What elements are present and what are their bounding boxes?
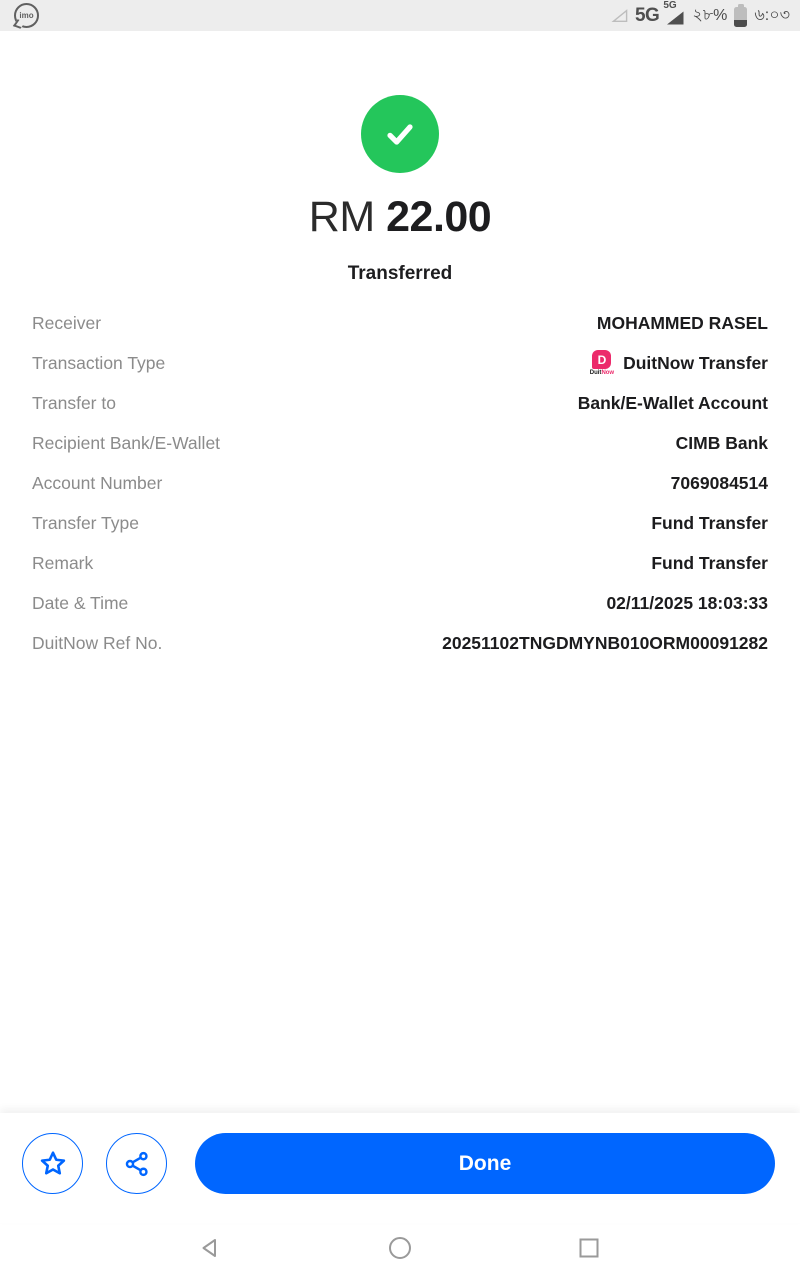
transfer-status-label: Transferred	[347, 263, 453, 284]
detail-label: Receiver	[32, 312, 102, 333]
sim1-signal-icon	[611, 9, 628, 23]
share-icon	[123, 1150, 151, 1178]
clock-label: ৬:০৩	[754, 7, 790, 24]
star-icon	[38, 1149, 68, 1179]
detail-row-date-time	[0, 583, 800, 623]
detail-label: Date & Time	[32, 592, 129, 613]
amount-value: 22.00	[386, 193, 492, 241]
detail-label: Transfer Type	[32, 512, 139, 533]
detail-label: Remark	[32, 552, 94, 573]
detail-value: 7069084514	[670, 472, 768, 493]
detail-value: CIMB Bank	[675, 432, 768, 453]
detail-row-transaction-type	[0, 343, 800, 383]
success-check-icon	[361, 95, 439, 173]
transfer-amount	[0, 193, 800, 242]
share-button[interactable]	[106, 1133, 167, 1194]
imo-notification-icon: imo	[14, 3, 39, 28]
detail-value: 02/11/2025 18:03:33	[606, 592, 768, 613]
nav-home-icon[interactable]	[388, 1236, 412, 1260]
detail-value: Fund Transfer	[651, 512, 768, 533]
status-bar	[0, 0, 800, 31]
detail-value: Fund Transfer	[651, 552, 768, 573]
detail-label: Account Number	[32, 472, 163, 493]
nav-back-icon[interactable]	[199, 1236, 221, 1260]
detail-row-ref-no	[0, 623, 800, 663]
favorite-button[interactable]	[22, 1133, 83, 1194]
detail-label: Recipient Bank/E-Wallet	[32, 432, 221, 453]
detail-row-remark	[0, 543, 800, 583]
detail-row-receiver	[0, 303, 800, 343]
done-button[interactable]: Done	[195, 1133, 775, 1194]
detail-row-transfer-type	[0, 503, 800, 543]
detail-label: Transaction Type	[32, 352, 166, 373]
currency-label: RM	[308, 193, 375, 241]
detail-label: Transfer to	[32, 392, 116, 413]
detail-row-account-number	[0, 463, 800, 503]
sim2-signal-icon: 5G	[666, 2, 685, 30]
nav-recents-icon[interactable]	[578, 1236, 600, 1260]
detail-row-transfer-to	[0, 383, 800, 423]
detail-value: Bank/E-Wallet Account	[577, 392, 768, 413]
duitnow-logo-icon: D DuitNow	[590, 350, 614, 376]
network-type-label: 5G	[634, 4, 660, 26]
bottom-action-bar	[0, 1113, 800, 1223]
detail-label: DuitNow Ref No.	[32, 632, 163, 653]
battery-icon	[734, 7, 747, 27]
detail-row-recipient-bank	[0, 423, 800, 463]
transaction-details-list	[0, 303, 800, 663]
android-nav-bar	[0, 1232, 800, 1266]
detail-value: 20251102TNGDMYNB010ORM00091282	[442, 632, 768, 653]
detail-value: D DuitNow DuitNow Transfer	[590, 350, 768, 376]
battery-percent-label: ২৮%	[692, 7, 728, 24]
detail-value: MOHAMMED RASEL	[596, 312, 768, 333]
